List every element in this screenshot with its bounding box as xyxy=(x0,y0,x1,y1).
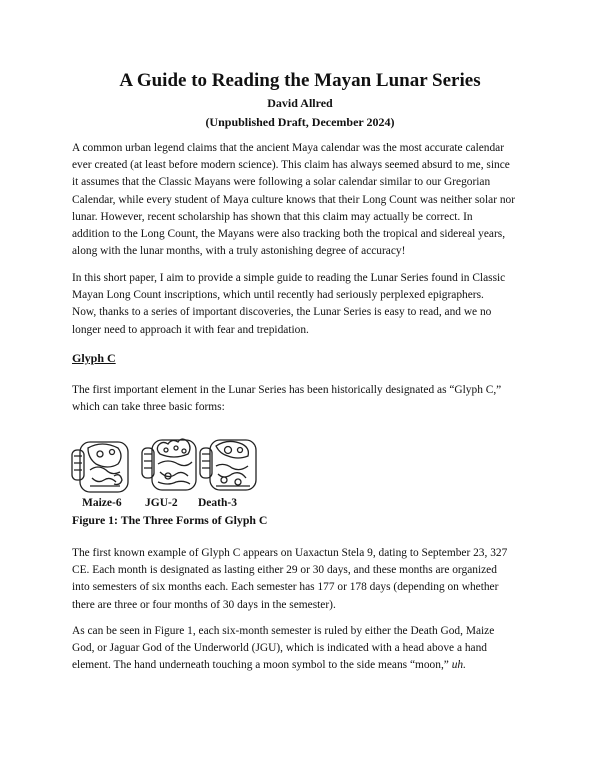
text-line: The first important element in the Lunar Series has been historically designated as “Glyph C,” xyxy=(72,384,502,396)
maize-glyph-icon xyxy=(70,436,138,496)
text-line: ever created (at least before modern science). This claim has always seemed absurd to me, since xyxy=(72,159,510,172)
text-line: it assumes that the Classic Mayans were following a solar calendar similar to our Gregorian xyxy=(72,176,491,189)
glyph-label-death: Death-3 xyxy=(198,497,237,509)
page-title: A Guide to Reading the Mayan Lunar Series xyxy=(119,70,481,91)
section-heading-glyph-c: Glyph C xyxy=(72,351,116,365)
text-line: The first known example of Glyph C appears on Uaxactun Stela 9, dating to September 23, 327 xyxy=(72,547,508,559)
purpose-paragraph xyxy=(72,270,542,339)
figure-reference-paragraph xyxy=(72,623,542,675)
text-line: there are three or four months of 30 days in the semester). xyxy=(72,598,336,611)
glyph-intro-paragraph xyxy=(72,382,542,416)
text-line xyxy=(72,657,542,674)
text-segment: element. The hand underneath touching a moon symbol to the side means “moon,” xyxy=(72,659,449,672)
text-line: Mayan Long Count inscriptions, which until recently had seriously perplexed epigraphers. xyxy=(72,289,484,302)
text-line: longer need to approach it with fear and trepidation. xyxy=(72,323,309,336)
text-line: CE. Each month is designated as lasting either 29 or 30 days, and these months are organized xyxy=(72,564,497,577)
author-name: David Allred xyxy=(267,96,333,110)
example-paragraph xyxy=(72,545,542,614)
intro-paragraph xyxy=(72,140,542,260)
text-line: In this short paper, I aim to provide a simple guide to reading the Lunar Series found in Classic xyxy=(72,272,506,284)
text-line: into semesters of six months each. Each semester has 177 or 178 days (depending on whether xyxy=(72,581,499,594)
glyph-label-jgu: JGU-2 xyxy=(145,497,178,509)
draft-note: (Unpublished Draft, December 2024) xyxy=(205,115,395,129)
text-line: Now, thanks to a series of important discoveries, the Lunar Series is easy to read, and we no xyxy=(72,306,492,319)
glyph-label-maize: Maize-6 xyxy=(82,497,122,509)
death-glyph-icon xyxy=(198,436,262,496)
text-line: A common urban legend claims that the ancient Maya calendar was the most accurate calendar xyxy=(72,142,505,154)
text-line: addition to the Long Count, the Mayans were also tracking both the tropical and sidereal years, xyxy=(72,228,506,241)
mayan-word-uh: uh. xyxy=(451,659,466,672)
text-line: God, or Jaguar God of the Underworld (JGU), which is indicated with a head above a hand xyxy=(72,642,488,655)
text-line: which can take three basic forms: xyxy=(72,401,225,414)
figure-caption: Figure 1: The Three Forms of Glyph C xyxy=(72,513,268,527)
text-line: Calendar, while every student of Maya culture knows that their Long Count was neither solar nor xyxy=(72,193,516,206)
text-line: lunar. However, recent scholarship has shown that this claim may actually be correct. In xyxy=(72,210,473,223)
text-line: along with the lunar months, with a truly astonishing degree of accuracy! xyxy=(72,245,406,258)
text-line: As can be seen in Figure 1, each six-month semester is ruled by either the Death God, Maize xyxy=(72,625,495,637)
jgu-glyph-icon xyxy=(138,436,202,496)
